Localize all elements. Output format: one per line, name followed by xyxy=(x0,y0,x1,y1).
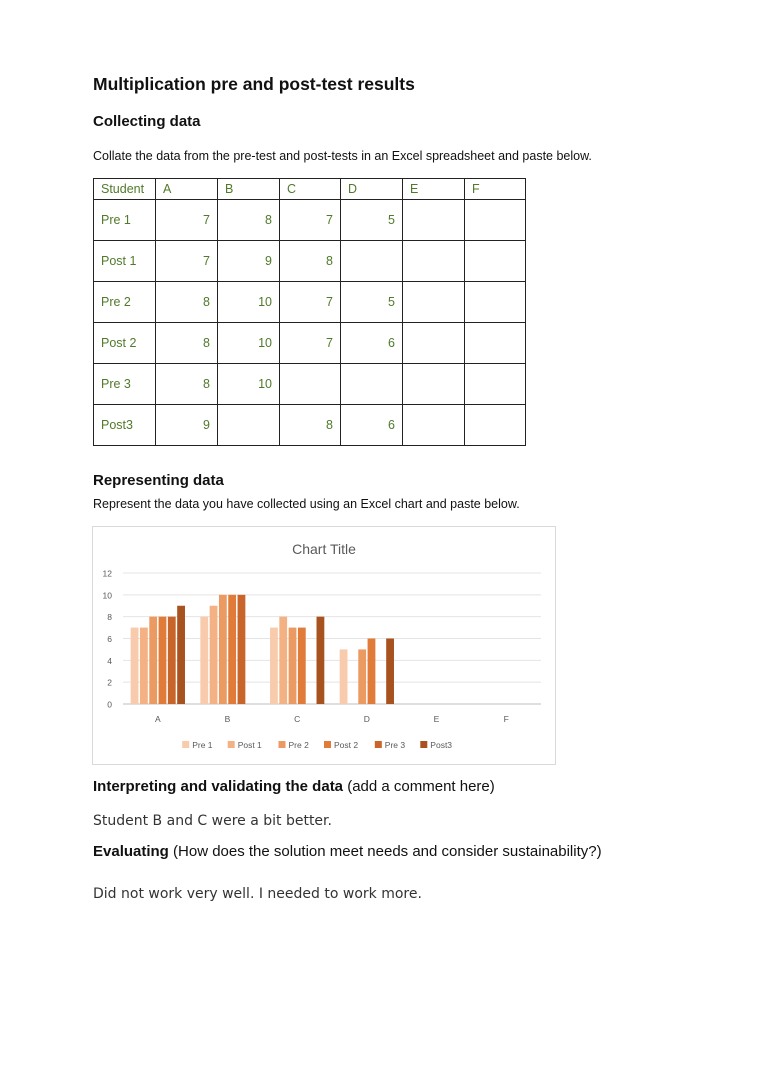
table-cell xyxy=(465,323,526,364)
legend-swatch xyxy=(420,741,427,748)
y-tick-label: 2 xyxy=(107,677,112,688)
table-cell xyxy=(465,405,526,446)
bar xyxy=(228,595,236,704)
x-tick-label: B xyxy=(224,714,231,724)
bar xyxy=(177,606,185,704)
table-cell: 8 xyxy=(280,241,341,282)
bar xyxy=(238,595,246,704)
table-cell: 10 xyxy=(218,323,280,364)
table-row xyxy=(94,364,526,405)
table-cell: 8 xyxy=(156,364,218,405)
bar xyxy=(368,639,376,705)
representing-instruction: Represent the data you have collected using an Excel chart and paste below. xyxy=(93,497,520,511)
table-cell: 6 xyxy=(341,405,403,446)
bar xyxy=(358,649,366,704)
evaluating-heading xyxy=(93,843,602,860)
table-cell xyxy=(465,200,526,241)
table-row-label: Pre 3 xyxy=(94,364,156,405)
table-cell: 10 xyxy=(218,364,280,405)
table-cell xyxy=(403,241,465,282)
table-cell: 9 xyxy=(218,241,280,282)
table-cell xyxy=(341,241,403,282)
y-tick-label: 4 xyxy=(107,655,112,666)
table-row-label: Pre 1 xyxy=(94,200,156,241)
bar xyxy=(289,628,297,704)
legend-swatch xyxy=(228,741,235,748)
bar xyxy=(149,617,157,704)
table-header-cell: C xyxy=(280,179,341,200)
y-tick-label: 10 xyxy=(102,590,112,601)
table-cell: 7 xyxy=(280,282,341,323)
table-cell: 10 xyxy=(218,282,280,323)
evaluating-heading-note: (How does the solution meet needs and consider sustainability?) xyxy=(168,843,602,860)
table-cell: 9 xyxy=(156,405,218,446)
table-cell xyxy=(465,364,526,405)
evaluating-heading-bold: Evaluating xyxy=(93,843,169,860)
table-cell xyxy=(403,364,465,405)
legend-label: Post 2 xyxy=(334,740,359,750)
legend-swatch xyxy=(375,741,382,748)
interpreting-heading-bold: Interpreting and validating the data xyxy=(93,778,344,795)
y-tick-label: 6 xyxy=(107,634,112,644)
evaluating-comment: Did not work very well. I needed to work more. xyxy=(93,886,422,902)
table-header-cell: F xyxy=(465,179,526,200)
legend-swatch xyxy=(182,741,189,748)
table-cell: 7 xyxy=(280,323,341,364)
bar-chart xyxy=(93,527,555,764)
table-header-cell: Student xyxy=(94,179,156,200)
bar xyxy=(386,639,394,705)
table-cell xyxy=(465,282,526,323)
x-tick-label: E xyxy=(433,714,440,724)
table-cell: 7 xyxy=(280,200,341,241)
table-row xyxy=(94,323,526,364)
bar xyxy=(340,649,348,704)
table-row xyxy=(94,200,526,241)
table-cell: 8 xyxy=(156,323,218,364)
bar xyxy=(219,595,227,704)
table-header-cell: D xyxy=(341,179,403,200)
table-header-row xyxy=(94,179,526,200)
table-cell xyxy=(280,364,341,405)
table-header-cell: E xyxy=(403,179,465,200)
legend-label: Post 1 xyxy=(237,740,262,750)
table-row xyxy=(94,241,526,282)
x-tick-label: A xyxy=(154,714,161,724)
table-row xyxy=(94,405,526,446)
bar xyxy=(298,628,306,704)
interpreting-comment: Student B and C were a bit better. xyxy=(93,813,332,829)
y-tick-label: 8 xyxy=(107,612,112,623)
legend-label: Pre 1 xyxy=(192,740,213,750)
table-cell xyxy=(403,200,465,241)
collecting-heading: Collecting data xyxy=(93,113,201,130)
table-cell: 5 xyxy=(341,282,403,323)
table-cell xyxy=(218,405,280,446)
table-cell xyxy=(403,282,465,323)
table-cell: 8 xyxy=(156,282,218,323)
x-tick-label: C xyxy=(294,714,301,724)
table-row-label: Post3 xyxy=(94,405,156,446)
legend-swatch xyxy=(279,741,286,748)
table-cell xyxy=(341,364,403,405)
y-tick-label: 12 xyxy=(102,568,112,579)
bar xyxy=(317,617,325,704)
bar xyxy=(200,617,208,704)
table-row-label: Post 2 xyxy=(94,323,156,364)
table-cell: 5 xyxy=(341,200,403,241)
representing-heading: Representing data xyxy=(93,472,224,489)
table-cell xyxy=(403,405,465,446)
legend-swatch xyxy=(324,741,331,748)
table-cell: 6 xyxy=(341,323,403,364)
chart-container xyxy=(92,526,556,765)
table-cell: 8 xyxy=(218,200,280,241)
bar xyxy=(279,617,287,704)
x-tick-label: D xyxy=(363,714,370,724)
table-header-cell: A xyxy=(156,179,218,200)
interpreting-heading xyxy=(93,778,495,795)
collecting-instruction: Collate the data from the pre-test and post-tests in an Excel spreadsheet and paste below. xyxy=(93,149,592,163)
chart-title: Chart Title xyxy=(292,541,356,557)
table-row xyxy=(94,282,526,323)
legend-label: Post3 xyxy=(430,740,453,750)
table-cell: 8 xyxy=(280,405,341,446)
legend-label: Pre 3 xyxy=(384,740,406,750)
table-cell xyxy=(403,323,465,364)
bar xyxy=(168,617,176,704)
legend-label: Pre 2 xyxy=(288,740,309,750)
interpreting-heading-note: (add a comment here) xyxy=(343,778,495,795)
table-row-label: Post 1 xyxy=(94,241,156,282)
x-tick-label: F xyxy=(503,714,509,724)
table-cell: 7 xyxy=(156,241,218,282)
page-title: Multiplication pre and post-test results xyxy=(93,74,415,94)
bar xyxy=(140,628,148,704)
table-cell: 7 xyxy=(156,200,218,241)
bar xyxy=(210,606,218,704)
table-cell xyxy=(465,241,526,282)
bar xyxy=(159,617,167,704)
bar xyxy=(131,628,139,704)
y-tick-label: 0 xyxy=(107,699,112,710)
bar xyxy=(270,628,278,704)
table-row-label: Pre 2 xyxy=(94,282,156,323)
table-header-cell: B xyxy=(218,179,280,200)
data-table xyxy=(93,178,526,446)
